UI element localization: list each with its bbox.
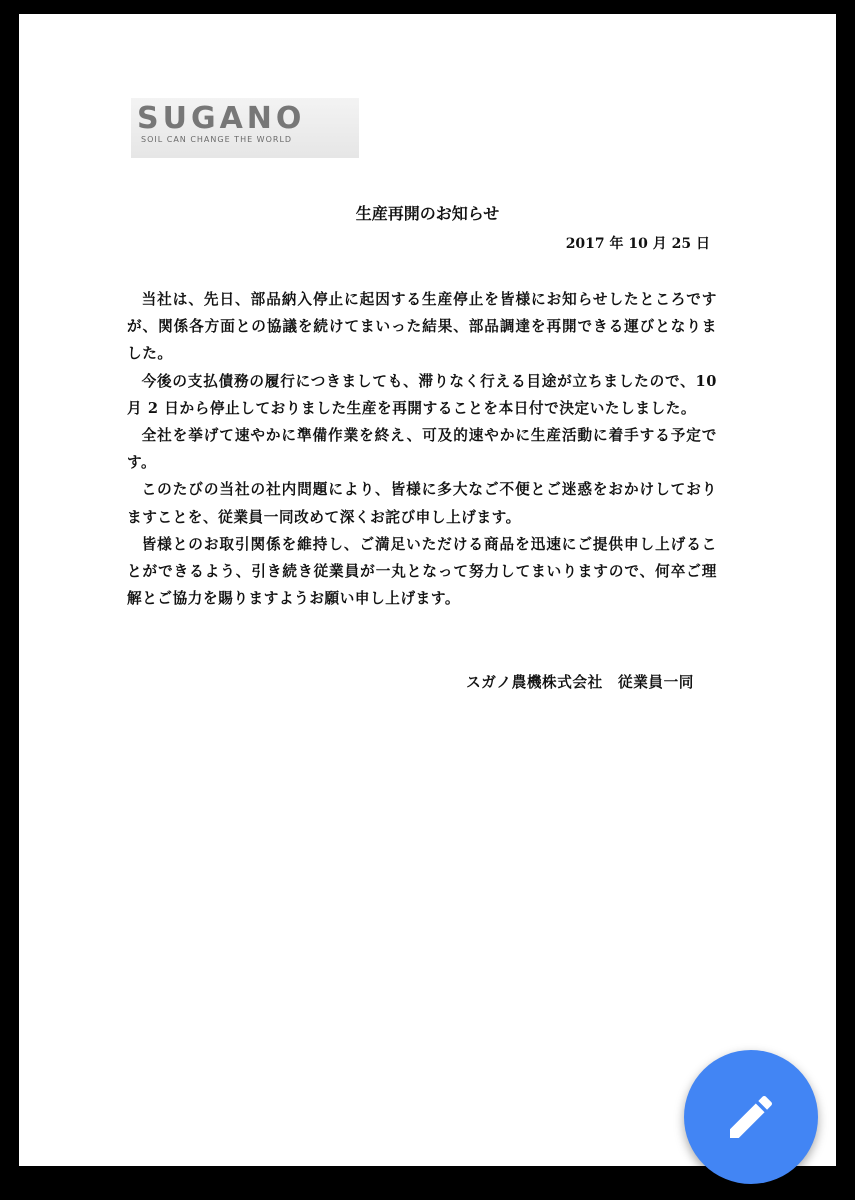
document-page <box>19 14 836 1166</box>
document-date: 2017 年 10 月 25 日 <box>565 236 710 252</box>
edit-fab-button[interactable] <box>684 1050 818 1184</box>
company-logo <box>131 98 359 158</box>
pencil-icon <box>723 1089 779 1145</box>
body-paragraph: このたびの当社の社内問題により、皆様に多大なご不便とご迷惑をおかけしておりますことを、従業員一同改めて深くお詫び申し上げます。 <box>127 481 717 526</box>
logo-tagline: SOIL CAN CHANGE THE WORLD <box>141 135 293 144</box>
logo-wordmark: SUGANO <box>137 101 306 136</box>
document-signature: スガノ農機株式会社 従業員一同 <box>466 674 694 691</box>
body-paragraph: 今後の支払債務の履行につきましても、滞りなく行える目途が立ちましたので、10 月 2 日から停止しておりました生産を再開することを本日付で決定いたしました。 <box>127 372 717 417</box>
body-paragraph: 当社は、先日、部品納入停止に起因する生産停止を皆様にお知らせしたところですが、関係各方面との協議を続けてまいった結果、部品調達を再開できる運びとなりました。 <box>127 291 717 363</box>
body-paragraph: 全社を挙げて速やかに準備作業を終え、可及的速やかに生産活動に着手する予定です。 <box>127 427 717 472</box>
document-title: 生産再開のお知らせ <box>355 204 500 223</box>
document-body <box>127 286 717 612</box>
body-paragraph: 皆様とのお取引関係を維持し、ご満足いただける商品を迅速にご提供申し上げることができるよう、引き続き従業員が一丸となって努力してまいりますので、何卒ご理解とご協力を賜りますようお願い申し上げます。 <box>127 535 717 608</box>
